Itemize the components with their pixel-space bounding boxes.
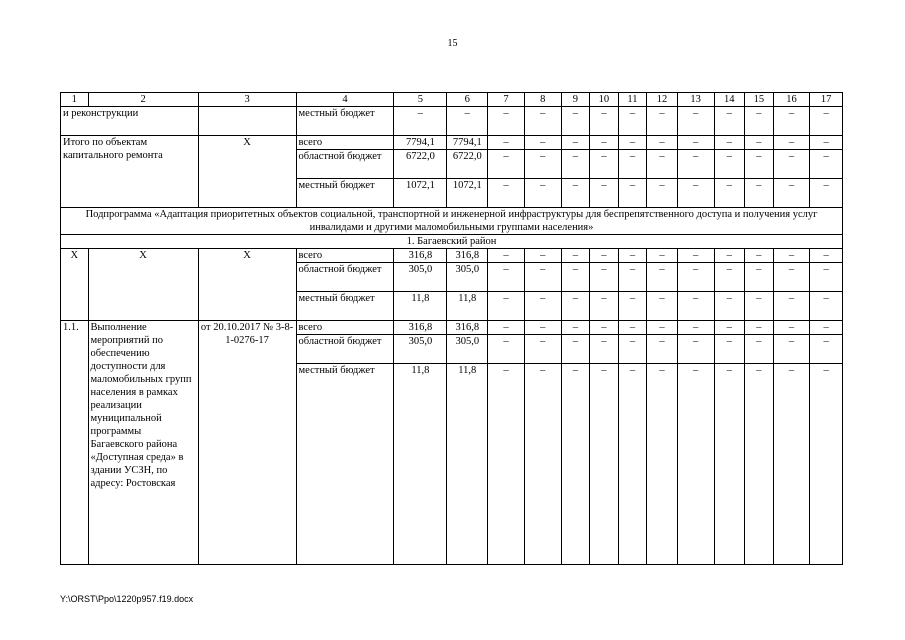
dash-cell: – <box>524 179 561 208</box>
dash-cell: – <box>745 150 774 179</box>
mark-cell: X <box>198 136 296 208</box>
dash-cell: – <box>618 249 647 263</box>
dash-cell: – <box>561 321 590 335</box>
dash-cell: – <box>524 335 561 364</box>
header-col-7: 7 <box>488 93 525 107</box>
dash-cell: – <box>524 107 561 136</box>
value-cell: 305,0 <box>394 335 447 364</box>
dash-cell: – <box>714 292 745 321</box>
dash-cell: – <box>647 249 678 263</box>
dash-cell: – <box>488 364 525 565</box>
value-cell: 316,8 <box>447 249 488 263</box>
header-col-6: 6 <box>447 93 488 107</box>
dash-cell: – <box>488 136 525 150</box>
value-cell: 305,0 <box>394 263 447 292</box>
dash-cell: – <box>561 107 590 136</box>
dash-cell: – <box>590 364 619 565</box>
item-name: Выполнение мероприятий по обеспечению доступности для маломобильных групп населения в рамках реализации муниципальной программы Багаевского района «Доступная среда» в здании УСЗН, по адресу: Ростовская <box>88 321 198 565</box>
dash-cell: – <box>773 263 810 292</box>
source-cell: всего <box>296 249 394 263</box>
source-cell: областной бюджет <box>296 263 394 292</box>
dash-cell: – <box>524 364 561 565</box>
dash-cell: – <box>677 107 714 136</box>
dash-cell: – <box>561 136 590 150</box>
dash-cell: – <box>677 335 714 364</box>
name-cell: и реконструкции <box>61 107 199 136</box>
dash-cell: – <box>714 249 745 263</box>
dash-cell: – <box>773 179 810 208</box>
dash-cell: – <box>677 321 714 335</box>
dash-cell: – <box>590 292 619 321</box>
header-col-12: 12 <box>647 93 678 107</box>
dash-cell: – <box>810 364 843 565</box>
dash-cell: – <box>810 107 843 136</box>
section-row <box>61 235 843 249</box>
value-cell: 316,8 <box>447 321 488 335</box>
dash-cell: – <box>524 136 561 150</box>
dash-cell: – <box>647 107 678 136</box>
header-col-4: 4 <box>296 93 394 107</box>
dash-cell: – <box>677 263 714 292</box>
header-col-15: 15 <box>745 93 774 107</box>
dash-cell: – <box>810 136 843 150</box>
dash-cell: – <box>647 150 678 179</box>
source-cell: областной бюджет <box>296 335 394 364</box>
value-cell: 305,0 <box>447 263 488 292</box>
header-col-11: 11 <box>618 93 647 107</box>
dash-cell: – <box>524 263 561 292</box>
dash-cell: – <box>677 292 714 321</box>
dash-cell: – <box>618 150 647 179</box>
total-name-cell: Итого по объектам капитального ремонта <box>61 136 199 208</box>
table-row <box>61 136 843 150</box>
value-cell: 316,8 <box>394 321 447 335</box>
dash-cell: – <box>561 263 590 292</box>
source-cell: местный бюджет <box>296 292 394 321</box>
dash-cell: – <box>810 263 843 292</box>
dash-cell: – <box>647 179 678 208</box>
value-cell: 11,8 <box>447 292 488 321</box>
header-col-13: 13 <box>677 93 714 107</box>
dash-cell: – <box>773 136 810 150</box>
mark-cell: X <box>198 249 296 321</box>
dash-cell: – <box>714 107 745 136</box>
dash-cell: – <box>745 107 774 136</box>
header-col-5: 5 <box>394 93 447 107</box>
dash-cell: – <box>524 249 561 263</box>
dash-cell: – <box>618 335 647 364</box>
header-col-16: 16 <box>773 93 810 107</box>
dash-cell: – <box>677 136 714 150</box>
dash-cell: – <box>745 249 774 263</box>
value-cell: 11,8 <box>394 364 447 565</box>
source-cell: местный бюджет <box>296 179 394 208</box>
dash-cell: – <box>524 150 561 179</box>
dash-cell: – <box>714 179 745 208</box>
dash-cell: – <box>773 335 810 364</box>
value-cell: – <box>394 107 447 136</box>
dash-cell: – <box>618 263 647 292</box>
dash-cell: – <box>488 292 525 321</box>
header-col-9: 9 <box>561 93 590 107</box>
value-cell: 6722,0 <box>447 150 488 179</box>
value-cell: 1072,1 <box>447 179 488 208</box>
item-number: 1.1. <box>61 321 89 565</box>
file-path-footer: Y:\ORST\Ppo\1220p957.f19.docx <box>60 594 194 604</box>
section-row <box>61 208 843 235</box>
value-cell: 11,8 <box>447 364 488 565</box>
header-col-14: 14 <box>714 93 745 107</box>
dash-cell: – <box>773 150 810 179</box>
dash-cell: – <box>590 263 619 292</box>
dash-cell: – <box>524 292 561 321</box>
dash-cell: – <box>488 263 525 292</box>
dash-cell: – <box>590 335 619 364</box>
table-row <box>61 321 843 335</box>
value-cell: 11,8 <box>394 292 447 321</box>
header-col-10: 10 <box>590 93 619 107</box>
dash-cell: – <box>714 150 745 179</box>
value-cell: 7794,1 <box>447 136 488 150</box>
dash-cell: – <box>810 179 843 208</box>
dash-cell: – <box>561 292 590 321</box>
source-cell: местный бюджет <box>296 364 394 565</box>
dash-cell: – <box>773 249 810 263</box>
dash-cell: – <box>561 179 590 208</box>
dash-cell: – <box>677 364 714 565</box>
dash-cell: – <box>714 321 745 335</box>
dash-cell: – <box>590 249 619 263</box>
header-row <box>61 93 843 107</box>
value-cell: 1072,1 <box>394 179 447 208</box>
mark-cell: X <box>88 249 198 321</box>
district-title: 1. Багаевский район <box>61 235 843 249</box>
mark-cell: X <box>61 249 89 321</box>
dash-cell: – <box>647 364 678 565</box>
dash-cell: – <box>590 179 619 208</box>
dash-cell: – <box>618 292 647 321</box>
dash-cell: – <box>618 364 647 565</box>
dash-cell: – <box>773 364 810 565</box>
dash-cell: – <box>714 364 745 565</box>
dash-cell: – <box>745 321 774 335</box>
value-cell: 316,8 <box>394 249 447 263</box>
value-cell: 305,0 <box>447 335 488 364</box>
dash-cell: – <box>773 292 810 321</box>
dash-cell: – <box>745 292 774 321</box>
dash-cell: – <box>714 263 745 292</box>
dash-cell: – <box>561 335 590 364</box>
dash-cell: – <box>618 321 647 335</box>
subprogram-title: Подпрограмма «Адаптация приоритетных объектов социальной, транспортной и инженерной инфраструктуры для беспрепятственного доступа и получения услуг инвалидами и другими маломобильными группами населения» <box>61 208 843 235</box>
table-row <box>61 249 843 263</box>
dash-cell: – <box>618 179 647 208</box>
source-cell: всего <box>296 321 394 335</box>
dash-cell: – <box>677 249 714 263</box>
value-cell: – <box>447 107 488 136</box>
dash-cell: – <box>745 179 774 208</box>
header-col-2: 2 <box>88 93 198 107</box>
header-col-8: 8 <box>524 93 561 107</box>
dash-cell: – <box>810 249 843 263</box>
dash-cell: – <box>488 150 525 179</box>
dash-cell: – <box>647 321 678 335</box>
dash-cell: – <box>647 136 678 150</box>
dash-cell: – <box>561 364 590 565</box>
dash-cell: – <box>524 321 561 335</box>
dash-cell: – <box>561 150 590 179</box>
dash-cell: – <box>647 335 678 364</box>
dash-cell: – <box>488 249 525 263</box>
header-col-3: 3 <box>198 93 296 107</box>
source-cell: местный бюджет <box>296 107 394 136</box>
dash-cell: – <box>590 150 619 179</box>
dash-cell: – <box>488 107 525 136</box>
value-cell: 6722,0 <box>394 150 447 179</box>
dash-cell: – <box>488 335 525 364</box>
dash-cell: – <box>590 321 619 335</box>
dash-cell: – <box>561 249 590 263</box>
dash-cell: – <box>810 150 843 179</box>
dash-cell: – <box>618 136 647 150</box>
dash-cell: – <box>677 179 714 208</box>
item-document: от 20.10.2017 № 3-8-1-0276-17 <box>198 321 296 565</box>
dash-cell: – <box>590 107 619 136</box>
budget-table <box>60 92 843 565</box>
dash-cell: – <box>714 136 745 150</box>
dash-cell: – <box>647 292 678 321</box>
value-cell: 7794,1 <box>394 136 447 150</box>
dash-cell: – <box>773 321 810 335</box>
dash-cell: – <box>773 107 810 136</box>
dash-cell: – <box>488 321 525 335</box>
dash-cell: – <box>810 335 843 364</box>
dash-cell: – <box>745 335 774 364</box>
header-col-17: 17 <box>810 93 843 107</box>
dash-cell: – <box>745 136 774 150</box>
dash-cell: – <box>745 364 774 565</box>
dash-cell: – <box>618 107 647 136</box>
page-number: 15 <box>447 38 458 49</box>
doc-cell <box>198 107 296 136</box>
header-col-1: 1 <box>61 93 89 107</box>
source-cell: областной бюджет <box>296 150 394 179</box>
table-row <box>61 107 843 136</box>
dash-cell: – <box>590 136 619 150</box>
dash-cell: – <box>714 335 745 364</box>
dash-cell: – <box>810 321 843 335</box>
dash-cell: – <box>810 292 843 321</box>
source-cell: всего <box>296 136 394 150</box>
dash-cell: – <box>745 263 774 292</box>
dash-cell: – <box>488 179 525 208</box>
dash-cell: – <box>677 150 714 179</box>
dash-cell: – <box>647 263 678 292</box>
